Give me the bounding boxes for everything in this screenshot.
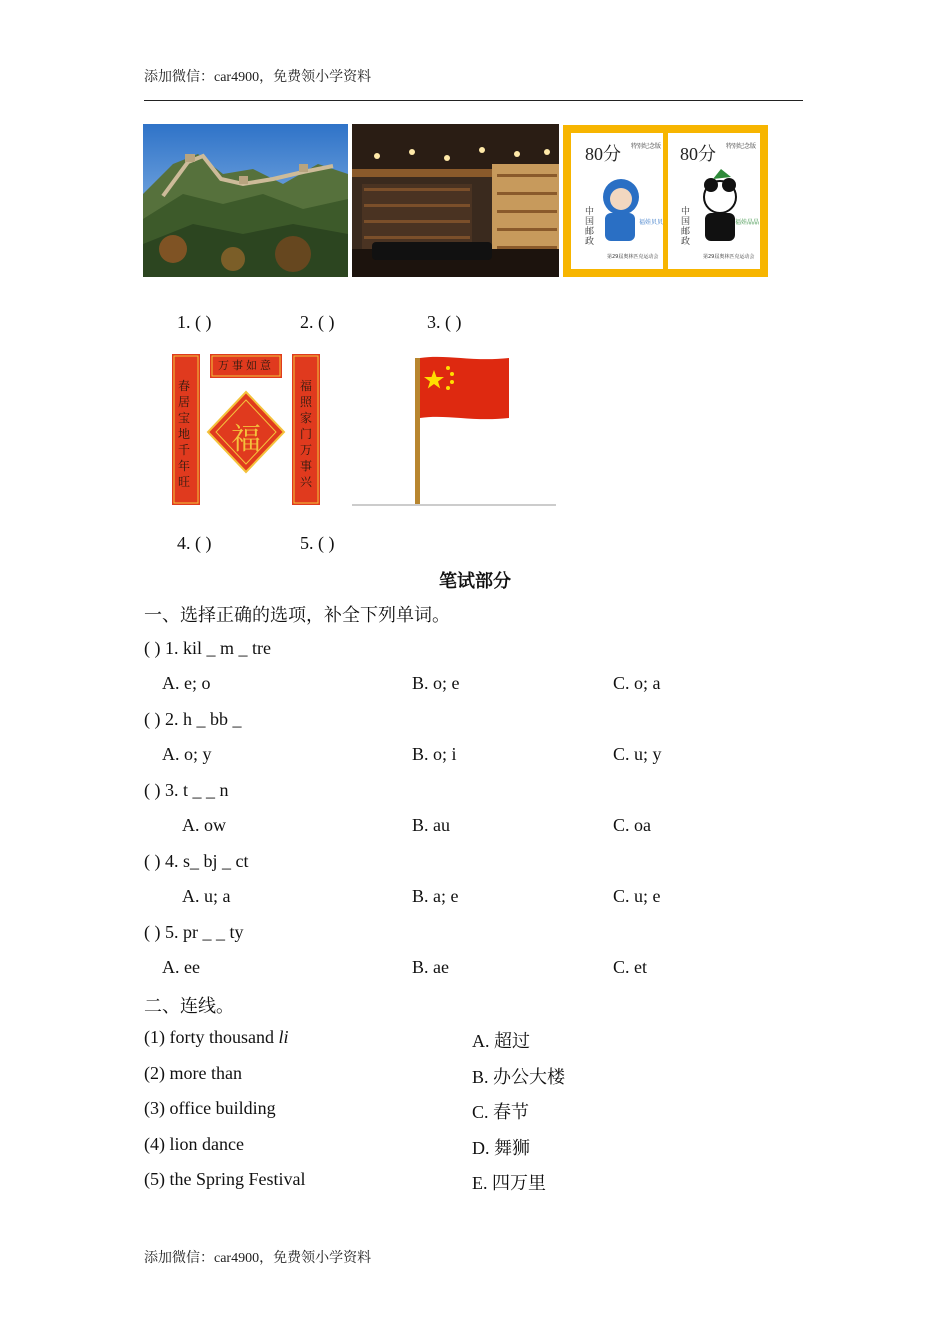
stamp2-tag: 特别纪念版 (726, 143, 757, 150)
question-5-option-c: C. et (613, 957, 647, 977)
couplet-top-scroll: 万事如意 (218, 359, 274, 372)
question-3-option-a: A. ow (182, 815, 226, 835)
match-left-4: (4) lion dance (144, 1134, 244, 1154)
match-left-2: (2) more than (144, 1063, 242, 1083)
question-5-option-b: B. ae (412, 957, 449, 977)
match-left-5: (5) the Spring Festival (144, 1169, 306, 1189)
picture-label-1: 1. ( ) (177, 312, 212, 332)
question-4-option-b: B. a; e (412, 886, 459, 906)
couplet-left-scroll: 春居宝地千年旺 (178, 379, 191, 489)
question-1-option-c: C. o; a (613, 673, 661, 693)
match-right-d: D. 舞狮 (472, 1138, 530, 1158)
match-right-a: A. 超过 (472, 1031, 530, 1051)
picture-label-5: 5. ( ) (300, 533, 335, 553)
section2-heading: 二、连线。 (144, 996, 234, 1017)
question-2-option-a: A. o; y (162, 744, 212, 764)
question-5-option-a: A. ee (162, 957, 200, 977)
stamp2-mascot-name: 福娃晶晶 (735, 219, 760, 226)
written-section-title: 笔试部分 (439, 571, 511, 592)
stamp1-tag: 特别纪念版 (631, 143, 662, 150)
picture-label-2: 2. ( ) (300, 312, 335, 332)
question-2-option-b: B. o; i (412, 744, 457, 764)
question-3-stem: ( ) 3. t _ _ n (144, 780, 229, 800)
question-4-option-c: C. u; e (613, 886, 661, 906)
question-3-option-c: C. oa (613, 815, 651, 835)
question-3-option-b: B. au (412, 815, 450, 835)
stamp1-mascot-name: 福娃贝贝 (639, 219, 664, 226)
couplet-right-scroll: 福照家门万事兴 (300, 379, 313, 489)
stamp1-value: 80分 (585, 144, 621, 164)
match-right-c: C. 春节 (472, 1102, 530, 1122)
footer-text: 添加微信：car4900，免费领小学资料 (144, 1251, 372, 1266)
question-2-stem: ( ) 2. h _ bb _ (144, 709, 242, 729)
question-1-stem: ( ) 1. kil _ m _ tre (144, 638, 271, 658)
spring-couplets-image (170, 352, 322, 507)
question-5-stem: ( ) 5. pr _ _ ty (144, 922, 244, 942)
stamp2-caption: 第29届奥林匹克运动会 (703, 254, 755, 260)
stamp2-country: 中国邮政 (681, 207, 691, 247)
match-right-e: E. 四万里 (472, 1173, 546, 1193)
match-left-3: (3) office building (144, 1098, 276, 1118)
question-4-option-a: A. u; a (182, 886, 231, 906)
question-4-stem: ( ) 4. s_ bj _ ct (144, 851, 249, 871)
header-text: 添加微信：car4900，免费领小学资料 (144, 70, 372, 85)
fu-character: 福 (231, 422, 261, 457)
library-image (352, 124, 559, 277)
stamp1-country: 中国邮政 (585, 207, 595, 247)
header-divider (144, 100, 803, 101)
great-wall-image (143, 124, 348, 277)
stamp1-caption: 第29届奥林匹克运动会 (607, 254, 659, 260)
picture-label-3: 3. ( ) (427, 312, 462, 332)
chinese-flag-image (352, 346, 556, 506)
stamps-image (563, 125, 768, 277)
stamp2-value: 80分 (680, 144, 716, 164)
match-left-1: (1) forty thousand li (144, 1027, 289, 1047)
question-1-option-b: B. o; e (412, 673, 460, 693)
question-1-option-a: A. e; o (162, 673, 211, 693)
question-2-option-c: C. u; y (613, 744, 662, 764)
picture-label-4: 4. ( ) (177, 533, 212, 553)
section1-heading: 一、选择正确的选项，补全下列单词。 (144, 605, 450, 626)
match-right-b: B. 办公大楼 (472, 1067, 566, 1087)
